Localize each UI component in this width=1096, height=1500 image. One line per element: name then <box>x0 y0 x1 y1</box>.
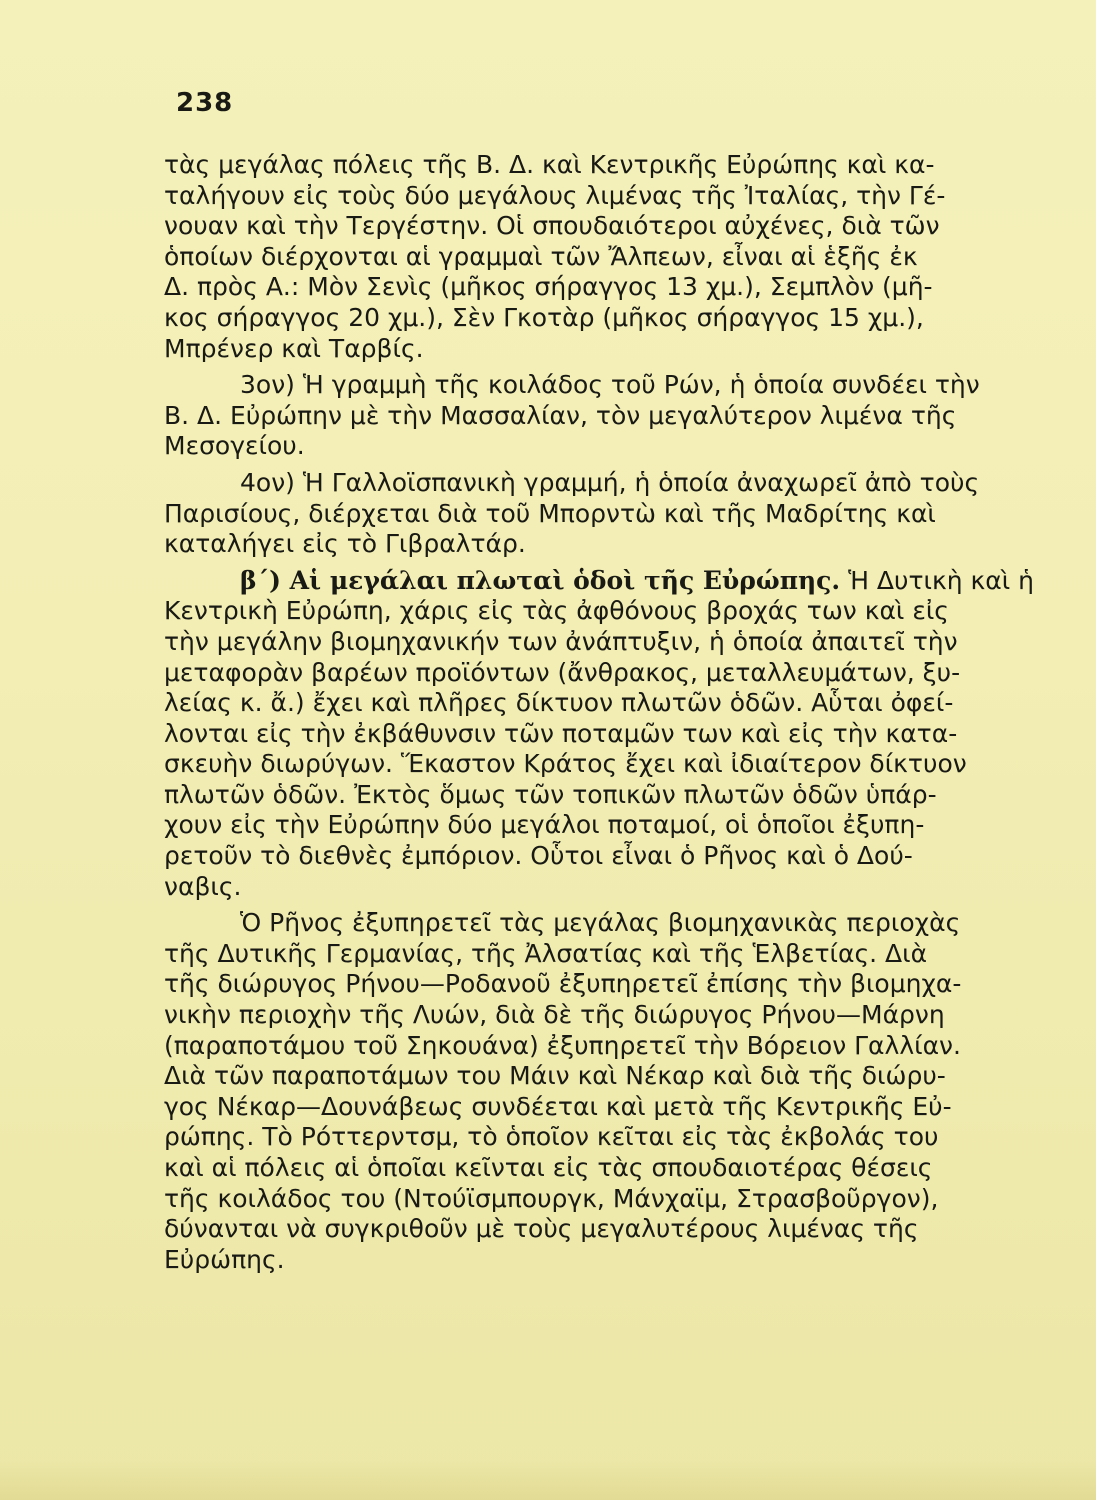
text-line: τῆς Δυτικῆς Γερμανίας, τῆς Ἀλσατίας καὶ τῆς Ἑλβετίας. Διὰ <box>164 938 928 968</box>
text-line: τὰς μεγάλας πόλεις τῆς Β. Δ. καὶ Κεντρικῆς Εὐρώπης καὶ κα- <box>164 150 935 179</box>
section-heading-line <box>164 565 1034 597</box>
text-line: ρώπης. Τὸ Ρόττερντσμ, τὸ ὁποῖον κεῖται εἰς τὰς ἐκβολάς του <box>164 1122 939 1152</box>
text-line: λείας κ. ἄ.) ἔχει καὶ πλῆρες δίκτυον πλωτῶν ὁδῶν. Αὗται ὀφεί- <box>164 688 954 718</box>
text-line: Μεσογείου. <box>164 431 305 461</box>
page-bottom-edge <box>0 1460 1096 1500</box>
text-line: Ἡ Δυτικὴ καὶ ἡ <box>840 565 1034 595</box>
text-line: χουν εἰς τὴν Εὐρώπην δύο μεγάλοι ποταμοί, οἱ ὁποῖοι ἐξυπη- <box>164 810 925 840</box>
text-line: σκευὴν διωρύγων. Ἕκαστον Κράτος ἔχει καὶ ἰδιαίτερον δίκτυον <box>164 749 967 779</box>
text-line: (παραποτάμου τοῦ Σηκουάνα) ἐξυπηρετεῖ τὴν Βόρειον Γαλλίαν. <box>164 1030 961 1060</box>
text-line: δύνανται νὰ συγκριθοῦν μὲ τοὺς μεγαλυτέρους λιμένας τῆς <box>164 1214 919 1244</box>
text-line: κος σήραγγος 20 χμ.), Σὲν Γκοτὰρ (μῆκος σήραγγος 15 χμ.), <box>164 302 924 332</box>
text-line: καταλήγει εἰς τὸ Γιβραλτάρ. <box>164 529 526 559</box>
text-line: Μπρένερ καὶ Ταρβίς. <box>164 333 424 363</box>
text-line: Παρισίους, διέρχεται διὰ τοῦ Μπορντὼ καὶ τῆς Μαδρίτης καὶ <box>164 498 936 528</box>
text-line: ρετοῦν τὸ διεθνὲς ἐμπόριον. Οὗτοι εἶναι ὁ Ρῆνος καὶ ὁ Δού- <box>164 841 913 871</box>
text-line: γος Νέκαρ—Δουνάβεως συνδέεται καὶ μετὰ τῆς Κεντρικῆς Εὐ- <box>164 1091 952 1121</box>
text-line: Κεντρικὴ Εὐρώπη, χάρις εἰς τὰς ἀφθόνους βροχάς των καὶ εἰς <box>164 596 949 626</box>
section-heading: β΄) Αἱ μεγάλαι πλωταὶ ὁδοὶ τῆς Εὐρώπης. <box>240 565 841 595</box>
page-number: 238 <box>176 88 234 118</box>
text-line: μεταφορὰν βαρέων προϊόντων (ἄνθρακος, μεταλλευμάτων, ξυ- <box>164 657 961 687</box>
text-line: τῆς κοιλάδος του (Ντούϊσμπουργκ, Μάνχαϊμ, Στρασβοῦργον), <box>164 1183 939 1213</box>
text-line: Β. Δ. Εὐρώπην μὲ τὴν Μασσαλίαν, τὸν μεγαλύτερον λιμένα τῆς <box>164 400 957 430</box>
paragraph-start: 4ον) Ἡ Γαλλοϊσπανικὴ γραμμή, ἡ ὁποία ἀναχωρεῖ ἀπὸ τοὺς <box>240 467 980 497</box>
text-line: ταλήγουν εἰς τοὺς δύο μεγάλους λιμένας τῆς Ἰταλίας, τὴν Γέ- <box>164 180 946 210</box>
text-line: Εὐρώπης. <box>164 1244 285 1274</box>
text-line: λονται εἰς τὴν ἐκβάθυνσιν τῶν ποταμῶν των καὶ εἰς τὴν κατα- <box>164 718 958 748</box>
text-line: καὶ αἱ πόλεις αἱ ὁποῖαι κεῖνται εἰς τὰς σπουδαιοτέρας θέσεις <box>164 1153 933 1182</box>
text-line: ναβις. <box>164 871 242 901</box>
text-line: ὁποίων διέρχονται αἱ γραμμαὶ τῶν Ἄλπεων, εἶναι αἱ ἑξῆς ἐκ <box>164 241 918 271</box>
paragraph-start: 3ον) Ἡ γραμμὴ τῆς κοιλάδος τοῦ Ρών, ἡ ὁποία συνδέει τὴν <box>240 370 980 400</box>
text-line: νικὴν περιοχὴν τῆς Λυών, διὰ δὲ τῆς διώρυγος Ρήνου—Μάρνη <box>164 1000 945 1030</box>
paragraph-start: Ὁ Ρῆνος ἐξυπηρετεῖ τὰς μεγάλας βιομηχανικὰς περιοχὰς <box>240 908 961 938</box>
text-line: τῆς διώρυγος Ρήνου—Ροδανοῦ ἐξυπηρετεῖ ἐπίσης τὴν βιομηχα- <box>164 969 962 999</box>
text-line: Δ. πρὸς Α.: Μὸν Σενὶς (μῆκος σήραγγος 13 χμ.), Σεμπλὸν (μῆ- <box>164 272 933 302</box>
text-line: πλωτῶν ὁδῶν. Ἐκτὸς ὅμως τῶν τοπικῶν πλωτῶν ὁδῶν ὑπάρ- <box>164 779 937 809</box>
body-text <box>164 150 1034 1275</box>
text-line: νουαν καὶ τὴν Τεργέστην. Οἱ σπουδαιότεροι αὐχένες, διὰ τῶν <box>164 211 940 241</box>
text-line: Διὰ τῶν παραποτάμων του Μάιν καὶ Νέκαρ καὶ διὰ τῆς διώρυ- <box>164 1061 946 1091</box>
text-line: τὴν μεγάλην βιομηχανικήν των ἀνάπτυξιν, ἡ ὁποία ἀπαιτεῖ τὴν <box>164 626 958 656</box>
